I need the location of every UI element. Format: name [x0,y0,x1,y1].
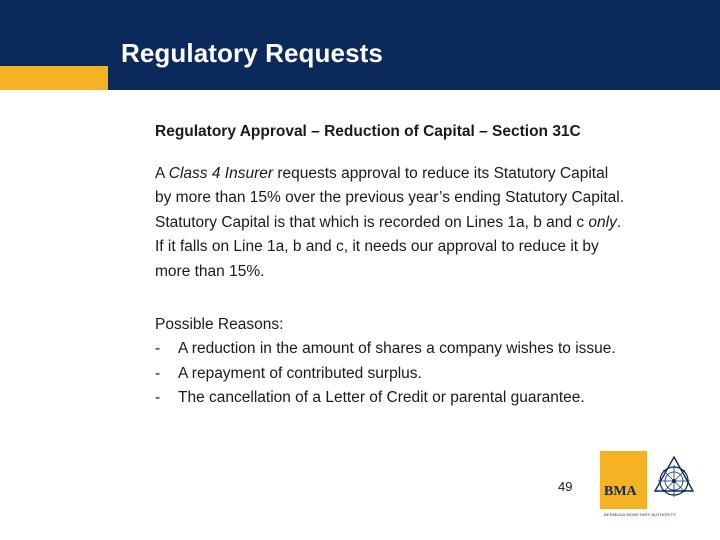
paragraph-line: Statutory Capital is that which is recorded on Lines 1a, b and c only. [155,213,622,231]
paragraph-line: more than 15%. [155,262,265,280]
reasons-heading: Possible Reasons: [155,316,284,333]
paragraph-line: by more than 15% over the previous year’s ending Statutory Capital. [155,189,624,207]
logo-tagline: BERMUDA MONETARY AUTHORITY [604,512,677,517]
slide-title: Regulatory Requests [121,38,383,68]
header-accent-bar [0,66,108,90]
logo-text: BMA [604,484,637,499]
description-paragraph [155,162,715,284]
emphasis-class-4-insurer: Class 4 Insurer [168,165,274,182]
emphasis-only: only [588,213,617,231]
bma-logo [600,451,718,509]
reasons-list [155,313,715,411]
list-item: - A repayment of contributed surplus. [155,364,422,382]
list-item: - A reduction in the amount of shares a company wishes to issue. [155,340,616,358]
section-subtitle: Regulatory Approval – Reduction of Capital – Section 31C [155,123,581,140]
list-item: - The cancellation of a Letter of Credit or parental guarantee. [155,389,585,407]
compass-emblem-icon [649,451,699,509]
paragraph-line: A Class 4 Insurer requests approval to reduce its Statutory Capital [155,165,609,182]
paragraph-line: If it falls on Line 1a, b and c, it needs our approval to reduce it by [155,238,599,256]
page-number: 49 [558,479,573,494]
logo-gold-block [600,451,647,509]
